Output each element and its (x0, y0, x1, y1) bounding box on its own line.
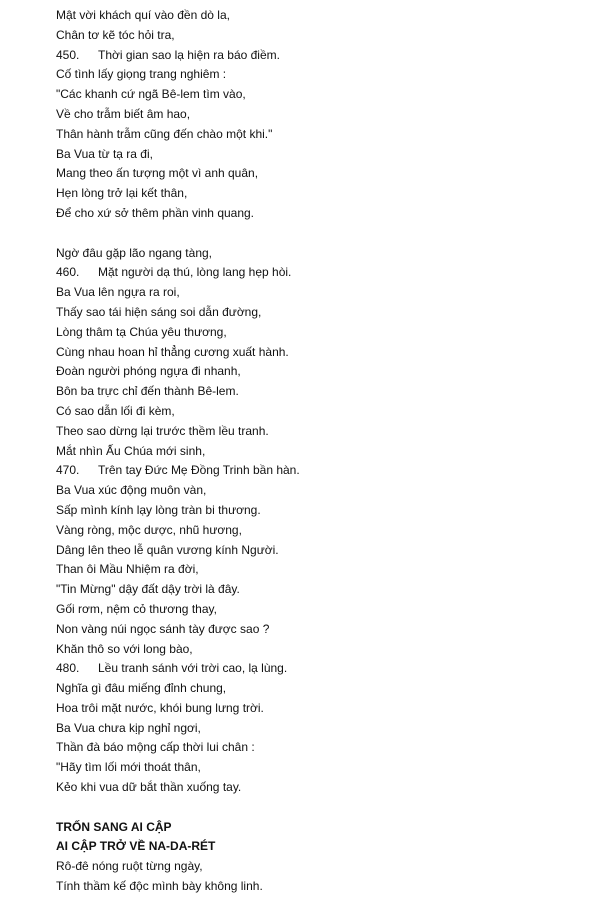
verse-text: Thấy sao tái hiện sáng soi dẫn đường, (56, 304, 262, 319)
verse-text: "Các khanh cứ ngã Bê-lem tìm vào, (56, 87, 246, 102)
verse-text: Sấp mình kính lạy lòng tràn bi thương. (56, 502, 261, 517)
verse-text: Nghĩa gì đâu miếng đỉnh chung, (56, 681, 227, 696)
stanza-gap (56, 798, 576, 818)
section-headings (56, 818, 576, 858)
verse-text: Hẹn lòng trở lại kết thân, (56, 186, 188, 201)
verse-line (56, 6, 576, 26)
verse-text: Về cho trẫm biết âm hao, (56, 106, 191, 121)
verse-line (56, 738, 576, 758)
verse-line (56, 442, 576, 462)
verse-line (56, 362, 576, 382)
verse-line (56, 501, 576, 521)
verse-line (56, 204, 576, 224)
verse-text: Bôn ba trực chỉ đến thành Bê-lem. (56, 384, 239, 399)
verse-text: Theo sao dừng lại trước thềm lều tranh. (56, 423, 269, 438)
verse-line (56, 85, 576, 105)
verse-text: Cùng nhau hoan hỉ thẳng cương xuất hành. (56, 344, 289, 359)
verse-text: Có sao dẫn lối đi kèm, (56, 403, 175, 418)
section-heading: AI CẬP TRỞ VỀ NA-DA-RÉT (56, 839, 216, 854)
verse-text: Kẻo khi vua dữ bắt thần xuống tay. (56, 780, 242, 795)
verse-text: Ba Vua lên ngựa ra roi, (56, 285, 180, 300)
verse-text: Trên tay Đức Mẹ Đồng Trinh bần hàn. (98, 463, 300, 478)
verse-text: "Hãy tìm lối mới thoát thân, (56, 760, 201, 775)
verse-text: Lều tranh sánh với trời cao, lạ lùng. (98, 661, 288, 676)
verse-line (56, 600, 576, 620)
verse-line (56, 46, 576, 66)
verse-text: Ngờ đâu gặp lão ngang tàng, (56, 245, 212, 260)
verse-text: Mắt nhìn Ấu Chúa mới sinh, (56, 443, 206, 458)
verse-number: 470. (56, 463, 80, 478)
verse-line (56, 620, 576, 640)
verse-line (56, 402, 576, 422)
verse-number: 450. (56, 47, 80, 62)
verse-line (56, 125, 576, 145)
verse-text: Mật vời khách quí vào đền dò la, (56, 8, 230, 22)
verse-line (56, 65, 576, 85)
verse-line (56, 580, 576, 600)
verse-line (56, 244, 576, 264)
verse-line (56, 758, 576, 778)
verse-text: Lòng thâm tạ Chúa yêu thương, (56, 324, 227, 339)
verse-text: Chân tơ kẽ tóc hỏi tra, (56, 27, 175, 42)
verse-line (56, 679, 576, 699)
verse-text: Than ôi Mầu Nhiệm ra đời, (56, 562, 199, 577)
verse-line (56, 541, 576, 561)
section-heading: TRỐN SANG AI CẬP (56, 819, 172, 834)
verse-text: Cố tình lấy giọng trang nghiêm : (56, 67, 227, 82)
verse-line (56, 521, 576, 541)
verse-text: Mang theo ấn tượng một vì anh quân, (56, 166, 259, 181)
verse-line (56, 877, 576, 897)
verse-text: Thần đà báo mộng cấp thời lui chân : (56, 740, 255, 755)
verse-line (56, 323, 576, 343)
verse-line (56, 640, 576, 660)
verse-text: Thời gian sao lạ hiện ra báo điềm. (98, 47, 280, 62)
verse-line (56, 26, 576, 46)
verse-text: Dâng lên theo lễ quân vương kính Người. (56, 542, 279, 557)
verse-line (56, 343, 576, 363)
verse-text: Tính thầm kế độc mình bày không linh. (56, 879, 263, 894)
verse-text: Gối rơm, nệm cỏ thương thay, (56, 601, 217, 616)
verse-line (56, 382, 576, 402)
verse-text: Ba Vua xúc động muôn vàn, (56, 483, 207, 498)
verse-text: Để cho xứ sở thêm phần vinh quang. (56, 205, 255, 220)
verse-line (56, 184, 576, 204)
verse-text: Hoa trôi mặt nước, khói bung lưng trời. (56, 700, 264, 715)
verse-text: Non vàng núi ngọc sánh tày được sao ? (56, 621, 270, 636)
verse-text: Khăn thô so với long bào, (56, 641, 193, 656)
stanza-3 (56, 857, 576, 897)
verse-line (56, 105, 576, 125)
verse-number: 460. (56, 265, 80, 280)
verse-line (56, 481, 576, 501)
verse-line (56, 560, 576, 580)
verse-text: Thân hành trẫm cũng đến chào một khi." (56, 126, 273, 141)
verse-line (56, 659, 576, 679)
stanza-gap (56, 224, 576, 244)
verse-text: Mặt người dạ thú, lòng lang hẹp hòi. (98, 265, 292, 280)
verse-text: Rô-đê nóng ruột từng ngày, (56, 859, 203, 874)
verse-line (56, 283, 576, 303)
verse-line (56, 461, 576, 481)
verse-text: Đoàn người phóng ngựa đi nhanh, (56, 364, 241, 379)
stanza-1 (56, 6, 576, 224)
verse-line (56, 164, 576, 184)
verse-text: Vàng ròng, mộc dược, nhũ hương, (56, 522, 242, 537)
verse-line (56, 303, 576, 323)
verse-line (56, 719, 576, 739)
verse-line (56, 699, 576, 719)
poem-page (56, 6, 576, 897)
stanza-2 (56, 244, 576, 798)
verse-line (56, 778, 576, 798)
verse-number: 480. (56, 661, 80, 676)
verse-text: Ba Vua chưa kịp nghỉ ngơi, (56, 720, 201, 735)
verse-line (56, 422, 576, 442)
verse-text: Ba Vua từ tạ ra đi, (56, 146, 153, 161)
verse-line (56, 857, 576, 877)
verse-text: "Tin Mừng" dậy đất dậy trời là đây. (56, 582, 240, 597)
verse-line (56, 263, 576, 283)
verse-line (56, 145, 576, 165)
